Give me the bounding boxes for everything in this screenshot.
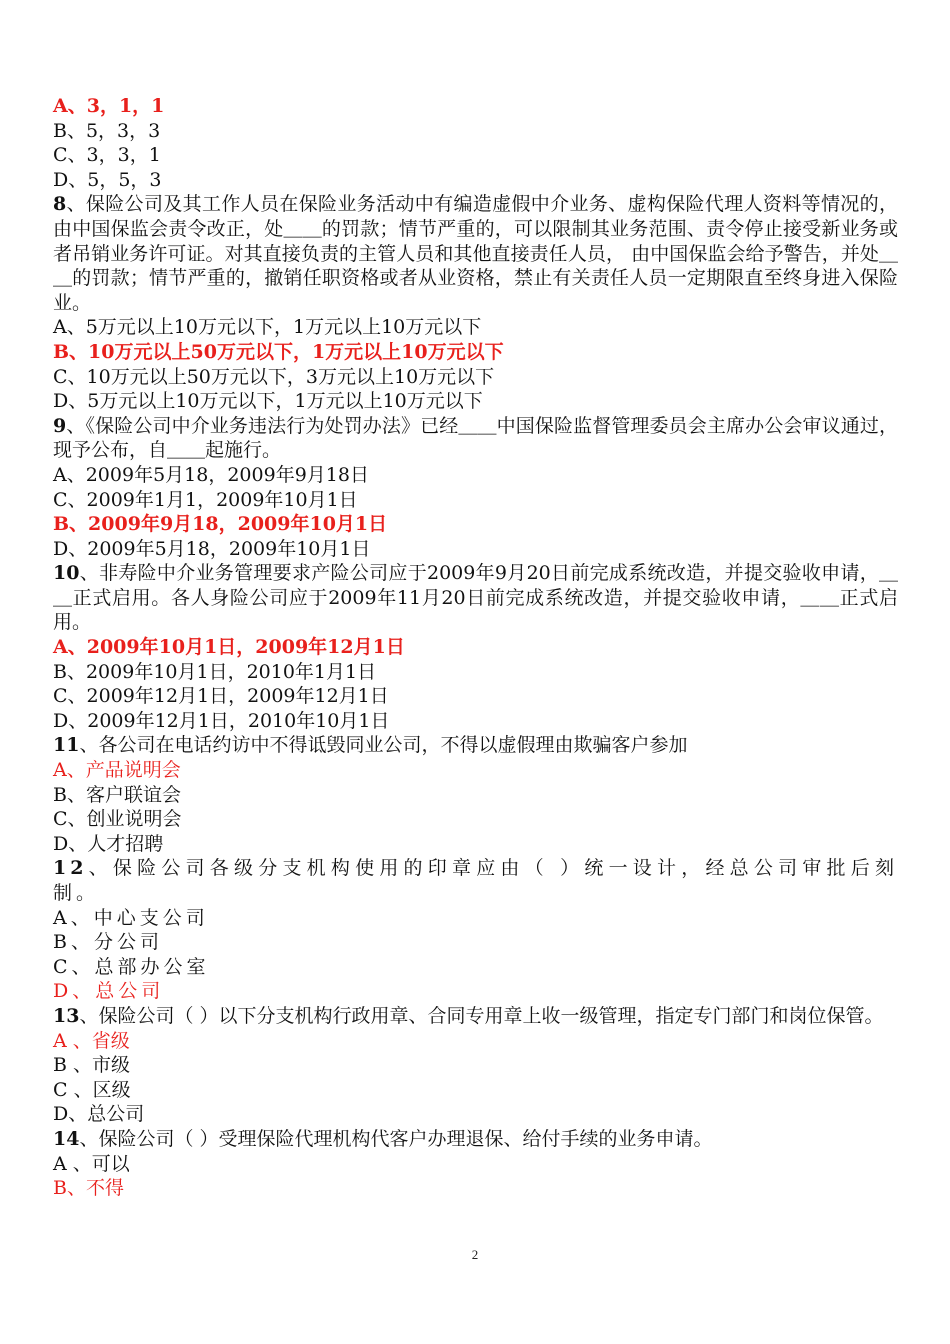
answer-option: B、分公司 bbox=[53, 931, 163, 954]
answer-option: A、中心支公司 bbox=[53, 906, 209, 929]
question-text bbox=[53, 1004, 898, 1029]
question-body: 、保险公司（ ）以下分支机构行政用章、合同专用章上收一级管理，指定专门部门和岗位保管。 bbox=[79, 1004, 884, 1027]
question-body: 、保险公司（ ）受理保险代理机构代客户办理退保、给付手续的业务申请。 bbox=[79, 1127, 713, 1150]
question-text bbox=[53, 192, 898, 315]
question-text bbox=[53, 856, 898, 905]
answer-option: C、创业说明会 bbox=[53, 808, 182, 831]
answer-option: D、5，5，3 bbox=[53, 168, 162, 191]
answer-option: C、2009年12月1日，2009年12月1日 bbox=[53, 685, 389, 708]
answer-option: C、2009年1月1，2009年10月1日 bbox=[53, 488, 358, 511]
question-text bbox=[53, 561, 898, 635]
answer-option-correct: B、不得 bbox=[53, 1177, 124, 1200]
answer-option: D、2009年12月1日，2010年10月1日 bbox=[53, 709, 390, 732]
question-number: 9 bbox=[53, 414, 67, 437]
question-number: 12 bbox=[53, 857, 88, 880]
answer-option: B 、市级 bbox=[53, 1054, 131, 1077]
exam-page bbox=[53, 94, 898, 1201]
answer-option: C、10万元以上50万元以下，3万元以上10万元以下 bbox=[53, 365, 495, 388]
answer-option: B、客户联谊会 bbox=[53, 783, 181, 806]
answer-option: B、5，3，3 bbox=[53, 119, 161, 142]
answer-option-correct: A、产品说明会 bbox=[53, 759, 181, 782]
answer-option: B、2009年10月1日，2010年1月1日 bbox=[53, 660, 377, 683]
answer-option-correct: A 、省级 bbox=[53, 1029, 130, 1052]
question-number: 14 bbox=[53, 1127, 80, 1150]
answer-option-correct: A、2009年10月1日，2009年12月1日 bbox=[53, 636, 405, 659]
question-text bbox=[53, 733, 898, 758]
question-text bbox=[53, 414, 898, 463]
question-number: 8 bbox=[53, 193, 67, 216]
answer-option: C、总部办公室 bbox=[53, 955, 210, 978]
question-body: 、非寿险中介业务管理要求产险公司应于2009年9月20日前完成系统改造，并提交验收申请，＿＿正式启用。各人身险公司应于2009年11月20日前完成系统改造，并提交验收申请，＿＿正式启用。 bbox=[53, 562, 898, 634]
question-number: 13 bbox=[53, 1004, 80, 1027]
question-body: 、保险公司及其工作人员在保险业务活动中有编造虚假中介业务、虚构保险代理人资料等情况的，由中国保监会责令改正，处＿＿的罚款；情节严重的，可以限制其业务范围、责令停止接受新业务或者吊销业务许可证。对其直接负责的主管人员和其他直接责任人员， 由中国保监会给予警告，并处＿＿的罚款；情节严重的，撤销任职资格或者从业资格，禁止有关责任人员一定期限直至终身进入保险业。 bbox=[53, 193, 898, 314]
answer-option: D、5万元以上10万元以下，1万元以上10万元以下 bbox=[53, 390, 483, 413]
answer-option: C、3，3，1 bbox=[53, 144, 161, 167]
question-body: 、《保险公司中介业务违法行为处罚办法》已经＿＿中国保险监督管理委员会主席办公会审议通过，现予公布，自＿＿起施行。 bbox=[53, 414, 898, 462]
answer-option: A 、可以 bbox=[53, 1152, 130, 1175]
answer-option: A、2009年5月18，2009年9月18日 bbox=[53, 463, 369, 486]
page-number: 2 bbox=[471, 1247, 479, 1262]
answer-option-correct: D、总公司 bbox=[53, 980, 165, 1003]
answer-option: D、总公司 bbox=[53, 1103, 145, 1126]
question-text bbox=[53, 1127, 898, 1152]
answer-option: D、人才招聘 bbox=[53, 832, 164, 855]
question-body: 、保险公司各级分支机构使用的印章应由（ ）统一设计，经总公司审批后刻制。 bbox=[53, 857, 898, 904]
answer-option: C 、区级 bbox=[53, 1078, 131, 1101]
answer-option: D、2009年5月18，2009年10月1日 bbox=[53, 537, 371, 560]
answer-option-correct: B、10万元以上50万元以下，1万元以上10万元以下 bbox=[53, 340, 504, 363]
question-number: 10 bbox=[53, 562, 80, 585]
question-number: 11 bbox=[53, 734, 80, 757]
answer-option: A、5万元以上10万元以下，1万元以上10万元以下 bbox=[53, 316, 482, 339]
question-body: 、各公司在电话约访中不得诋毁同业公司，不得以虚假理由欺骗客户参加 bbox=[79, 734, 688, 757]
answer-option-correct: B、2009年9月18，2009年10月1日 bbox=[53, 513, 388, 536]
answer-option-correct: A、3，1，1 bbox=[53, 95, 165, 117]
